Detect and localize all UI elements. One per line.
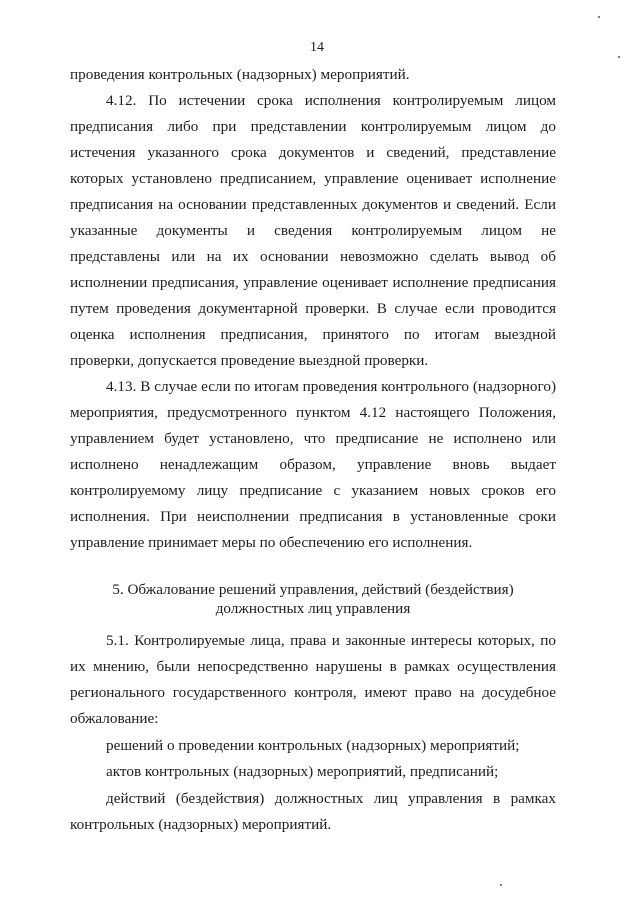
list-item: решений о проведении контрольных (надзорных) мероприятий;	[106, 737, 520, 754]
paragraph-4-13: 4.13. В случае если по итогам проведения контрольного (надзорного) мероприятия, предусмотренного пунктом 4.12 настоящего Положения, управлением будет установлено, что предписание не исполнено или исполнено ненадлежащим образом, управление вновь выдает контролируемому лицу предписание с указанием новых сроков его исполнения. При неисполнении предписания в установленные сроки управление принимает меры по обеспечению его исполнения.	[70, 378, 556, 551]
page-number: 14	[310, 40, 324, 55]
scan-speck	[598, 16, 600, 18]
paragraph-5-1: 5.1. Контролируемые лица, права и законные интересы которых, по их мнению, были непосредственно нарушены в рамках осуществления регионального государственного контроля, имеют право на досудебное обжалование:	[70, 632, 556, 727]
list-item: действий (бездействия) должностных лиц управления в рамках контрольных (надзорных) мероприятий.	[70, 790, 556, 833]
paragraph-4-12: 4.12. По истечении срока исполнения контролируемым лицом предписания либо при представлении контролируемым лицом до истечения указанного срока документов и сведений, представление которых установлено предписанием, управление оценивает исполнение предписания на основании представленных документов и сведений. Если указанные документы и сведения контролируемым лицом не представлены или на их основании невозможно сделать вывод об исполнении предписания, управление оценивает исполнение предписания путем проведения документарной проверки. В случае если проводится оценка исполнения предписания, принятого по итогам выездной проверки, допускается проведение выездной проверки.	[70, 92, 556, 369]
scan-speck	[500, 884, 502, 886]
section-5-heading-line-2: должностных лиц управления	[215, 600, 411, 617]
section-5-heading-line-1: 5. Обжалование решений управления, действий (бездействия)	[112, 581, 514, 598]
section-5-heading	[70, 580, 556, 618]
scan-speck	[618, 56, 620, 58]
continuation-paragraph: проведения контрольных (надзорных) мероприятий.	[70, 66, 410, 83]
list-item: актов контрольных (надзорных) мероприятий, предписаний;	[106, 763, 499, 780]
